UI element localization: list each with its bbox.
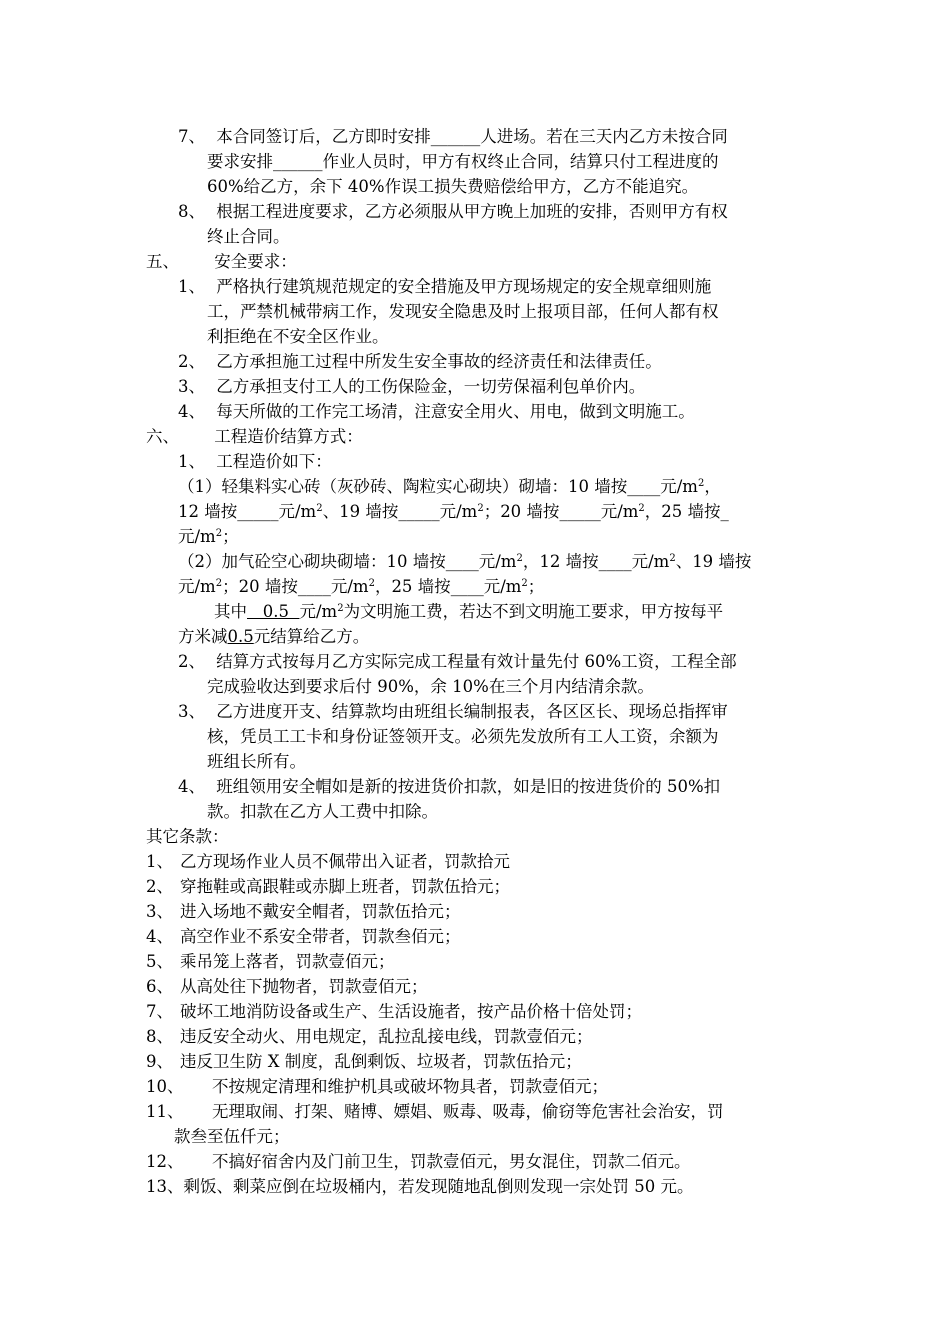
fee-line-2 [178, 626, 369, 648]
unit: 元/m [478, 552, 517, 571]
clause-number: 6、 [146, 977, 173, 996]
clause-item [146, 1176, 693, 1198]
s5-item-1-line-1 [178, 276, 711, 298]
blank-field: _____ [237, 502, 279, 521]
s6-item-2-line-1 [178, 651, 737, 673]
s6-item-3-line-2: 核，凭员工工卡和身份证签领开支。必须先发放所有工人工资，余额为 [207, 727, 719, 746]
clause-text: 不搞好宿舍内及门前卫生，罚款壹佰元，男女混住，罚款二佰元。 [212, 1152, 691, 1171]
clause-number: 4、 [146, 927, 173, 946]
clause-text: 款叁至伍仟元； [174, 1127, 290, 1146]
blank-field: _ [720, 502, 729, 521]
clause-number: 2、 [146, 877, 173, 896]
clause-number: 1、 [146, 852, 173, 871]
s5-item-2 [178, 351, 662, 373]
unit-superscript: 2 [215, 528, 223, 539]
blank-field: ____ [450, 577, 484, 596]
clause-item [146, 951, 395, 973]
item-number: 4、 [178, 402, 205, 421]
unit: 元/m [178, 527, 216, 546]
blank-field: _____ [398, 502, 440, 521]
clause-text: 穿拖鞋或高跟鞋或赤脚上班者，罚款伍拾元； [180, 877, 510, 896]
item-text: 工程造价如下： [216, 452, 332, 471]
unit-superscript: 2 [368, 578, 375, 589]
price-text: （1）轻集料实心砖（灰砂砖、陶粒实心砌块）砌墙：10 墙按 [178, 477, 628, 496]
clause-text: 13、剩饭、剩菜应倒在垃圾桶内，若发现随地乱倒则发现一宗处罚 50 元。 [146, 1177, 694, 1196]
unit: 元/m [178, 577, 216, 596]
clause-text: 违反卫生防 X 制度，乱倒剩饭、垃圾者，罚款伍拾元； [180, 1052, 582, 1071]
fee-text: 其中 [214, 602, 247, 621]
clause-item-continuation [174, 1126, 290, 1148]
punct: ， [704, 477, 721, 496]
unit: 元/m [278, 502, 317, 521]
fee-text: 元结算给乙方。 [253, 627, 370, 646]
unit: 元/m [660, 477, 698, 496]
clause-item [146, 1101, 724, 1123]
item-number: 2、 [178, 652, 205, 671]
fee-text: 方米减 [178, 627, 228, 646]
s6-item-1 [178, 451, 332, 473]
item-number: 8、 [178, 202, 205, 221]
unit-superscript: 2 [669, 553, 676, 564]
clause-item [146, 1051, 582, 1073]
unit: 元/m [439, 502, 478, 521]
clause-number: 8、 [146, 1027, 173, 1046]
unit: 元/m [631, 552, 670, 571]
clause-text: 从高处往下抛物者，罚款壹佰元； [180, 977, 428, 996]
s5-item-4 [178, 401, 695, 423]
clause-number: 7、 [146, 1002, 173, 1021]
clause-item [146, 976, 428, 998]
price-1-line-3 [178, 526, 239, 548]
unit-superscript: 2 [638, 503, 645, 514]
price-text: ；20 墙按 [222, 577, 298, 596]
item-text: 乙方承担施工过程中所发生安全事故的经济责任和法律责任。 [216, 352, 662, 371]
unit: 元/m [483, 577, 522, 596]
fee-text: 为文明施工费，若达不到文明施工要求，甲方按每平 [343, 602, 724, 621]
blank-field: ____ [445, 552, 479, 571]
unit-superscript: 2 [697, 478, 705, 489]
price-text: 、19 墙按 [322, 502, 399, 521]
clause-text: 违反安全动火、用电规定，乱拉乱接电线，罚款壹佰元； [180, 1027, 593, 1046]
punct: ； [222, 527, 239, 546]
s6-item-4-line-2: 款。扣款在乙方人工费中扣除。 [207, 802, 438, 821]
section-title: 工程造价结算方式： [214, 427, 363, 446]
item-text: 结算方式按每月乙方实际完成工程量有效计量先付 60%工资，工程全部 [216, 652, 737, 671]
clause-number: 5、 [146, 952, 173, 971]
clause-item [146, 901, 461, 923]
price-1-line-1 [178, 476, 721, 498]
blank-field: ______ [430, 127, 481, 146]
item-number: 4、 [178, 777, 205, 796]
item-number: 3、 [178, 377, 205, 396]
item-number: 7、 [178, 127, 205, 146]
item-text: 根据工程进度要求，乙方必须服从甲方晚上加班的安排，否则甲方有权 [216, 202, 728, 221]
clause-item [146, 1076, 608, 1098]
price-text: ，25 墙按 [644, 502, 721, 521]
clause-number: 11、 [146, 1102, 184, 1121]
price-2-line-2 [178, 576, 544, 598]
clause-text: 进入场地不戴安全帽者，罚款伍拾元； [180, 902, 461, 921]
price-text: ，12 墙按 [522, 552, 599, 571]
unit: 元/m [330, 577, 369, 596]
item-text: 乙方进度开支、结算款均由班组长编制报表，各区区长、现场总指挥审 [216, 702, 728, 721]
clause-number: 3、 [146, 902, 173, 921]
fee-line-1 [214, 601, 723, 623]
section-number: 五、 [146, 252, 179, 271]
price-text: ；20 墙按 [483, 502, 560, 521]
clause-item [146, 1001, 642, 1023]
fee-value: 0.5 [227, 627, 254, 646]
blank-field: ____ [627, 477, 661, 496]
clause-number: 10、 [146, 1077, 184, 1096]
unit-superscript: 2 [521, 578, 528, 589]
blank-field: ______ [273, 152, 323, 171]
blank-field: ____ [297, 577, 331, 596]
s6-item-4-line-1 [178, 776, 720, 798]
section-number: 六、 [146, 427, 179, 446]
item-7-line-2 [207, 151, 719, 173]
section-title: 安全要求： [214, 252, 297, 271]
item-number: 3、 [178, 702, 205, 721]
price-text: 12 墙按 [178, 502, 238, 521]
blank-field: ____ [598, 552, 632, 571]
clause-item [146, 1026, 593, 1048]
section-6-heading [146, 426, 363, 448]
item-text: 班组领用安全帽如是新的按进货价扣款，如是旧的按进货价的 50%扣 [216, 777, 721, 796]
unit-superscript: 2 [477, 503, 484, 514]
item-text: 每天所做的工作完工场清，注意安全用火、用电，做到文明施工。 [216, 402, 695, 421]
item-text: 严格执行建筑规范规定的安全措施及甲方现场规定的安全规章细则施 [216, 277, 712, 296]
clause-item [146, 851, 510, 873]
s5-item-1-line-2: 工，严禁机械带病工作，发现安全隐患及时上报项目部，任何人都有权 [207, 302, 719, 321]
s5-item-3 [178, 376, 645, 398]
price-1-line-2 [178, 501, 729, 523]
clause-text: 乘吊笼上落者，罚款壹佰元； [180, 952, 395, 971]
item-number: 1、 [178, 452, 205, 471]
item-number: 2、 [178, 352, 205, 371]
clause-item [146, 926, 461, 948]
clause-text: 高空作业不系安全带者，罚款叁佰元； [180, 927, 461, 946]
clause-number: 12、 [146, 1152, 184, 1171]
clause-item [146, 1151, 691, 1173]
item-8-line-2: 终止合同。 [207, 227, 290, 246]
item-8-line-1 [178, 201, 728, 223]
unit-superscript: 2 [337, 603, 344, 614]
item-7-line-1 [178, 126, 728, 148]
blank-field: _____ [559, 502, 601, 521]
item-text: 要求安排 [207, 152, 273, 171]
price-text: 、19 墙按 [675, 552, 752, 571]
clause-number: 9、 [146, 1052, 173, 1071]
unit-superscript: 2 [215, 578, 223, 589]
item-7-line-3: 60%给乙方，余下 40%作误工损失费赔偿给甲方，乙方不能追究。 [207, 177, 699, 196]
section-5-heading [146, 251, 297, 273]
s6-item-3-line-1 [178, 701, 728, 723]
s6-item-2-line-2: 完成验收达到要求后付 90%，余 10%在三个月内结清余款。 [207, 677, 654, 696]
price-2-line-1 [178, 551, 751, 573]
s6-item-3-line-3: 班组长所有。 [207, 752, 306, 771]
item-number: 1、 [178, 277, 205, 296]
unit-superscript: 2 [516, 553, 523, 564]
clause-item [146, 876, 510, 898]
other-clauses-title: 其它条款： [146, 827, 229, 846]
price-text: ，25 墙按 [374, 577, 451, 596]
unit: 元/m [600, 502, 639, 521]
item-text: 本合同签订后，乙方即时安排 [216, 127, 431, 146]
s5-item-1-line-3: 利拒绝在不安全区作业。 [207, 327, 389, 346]
fee-value: 0.5 [247, 602, 300, 621]
item-text: 乙方承担支付工人的工伤保险金，一切劳保福利包单价内。 [216, 377, 646, 396]
item-text: 作业人员时，甲方有权终止合同，结算只付工程进度的 [322, 152, 719, 171]
punct: ； [527, 577, 545, 596]
price-text: （2）加气砼空心砌块砌墙：10 墙按 [178, 552, 446, 571]
clause-text: 无理取闹、打架、赌博、嫖娼、贩毒、吸毒，偷窃等危害社会治安，罚 [212, 1102, 724, 1121]
unit-superscript: 2 [316, 503, 323, 514]
clause-text: 不按规定清理和维护机具或破坏物具者，罚款壹佰元； [212, 1077, 608, 1096]
item-text: 人进场。若在三天内乙方未按合同 [480, 127, 728, 146]
unit: 元/m [299, 602, 338, 621]
clause-text: 破坏工地消防设备或生产、生活设施者，按产品价格十倍处罚； [180, 1002, 642, 1021]
clause-text: 乙方现场作业人员不佩带出入证者，罚款拾元 [180, 852, 510, 871]
